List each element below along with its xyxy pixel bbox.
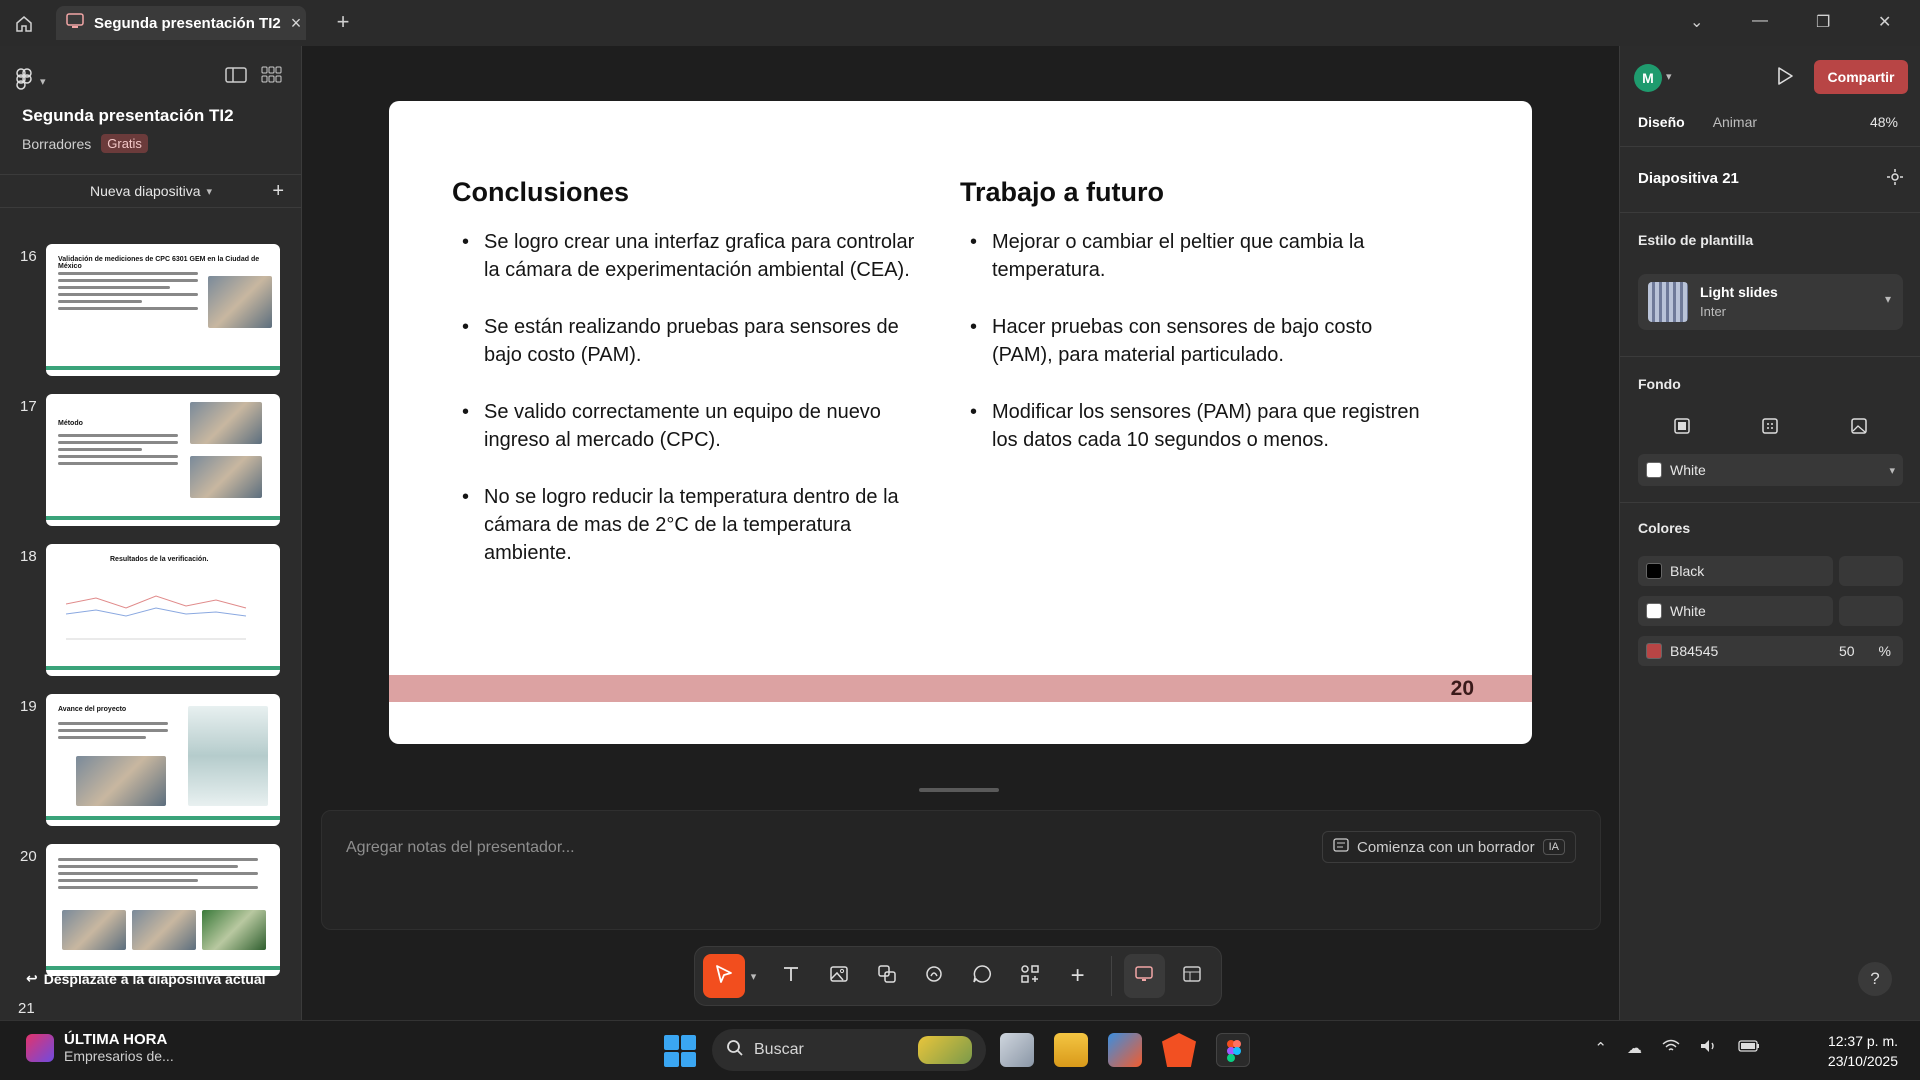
list-item: • Modificar los sensores (PAM) para que registren los datos cada 10 segundos o menos. [960,398,1430,454]
play-icon[interactable] [1776,66,1794,91]
color-row-white[interactable] [1638,596,1833,626]
chevron-down-icon: ▾ [1889,464,1895,477]
draw-tool[interactable] [913,954,955,998]
slide-number: 18 [20,548,37,565]
list-item: • Se valido correctamente un equipo de nuevo ingreso al mercado (CPC). [452,398,922,454]
hand-pointer-icon [924,964,944,989]
conclusions-heading: Conclusiones [452,177,630,207]
slide-settings-icon[interactable] [1886,168,1904,191]
thumbnail-image [46,844,280,976]
pattern-fill-icon[interactable] [1754,412,1786,440]
close-window-icon[interactable]: ✕ [1878,14,1892,31]
zoom-level[interactable]: 48% [1869,114,1898,130]
divider [1620,146,1920,147]
clock-date: 23/10/2025 [1827,1053,1898,1069]
file-explorer-icon[interactable] [1054,1033,1088,1067]
color-options[interactable] [1839,596,1903,626]
battery-icon[interactable] [1738,1039,1760,1057]
thumbnail-title: Método [58,420,83,427]
search-placeholder: Buscar [754,1041,804,1058]
future-work-list [960,228,1430,454]
slides-file-icon [66,13,84,34]
start-button[interactable] [664,1035,696,1067]
new-tab-button[interactable]: + [336,9,350,34]
comment-tool[interactable] [961,954,1003,998]
slides-panel [0,46,302,1020]
opacity-value[interactable]: 50 [1838,643,1855,659]
text-icon [781,964,801,989]
move-tool[interactable] [703,954,745,998]
image-tool[interactable] [818,954,860,998]
thumbnail-image [46,244,280,376]
divider [1620,502,1920,503]
slide-thumbnail[interactable] [18,244,284,378]
slide-number: 17 [20,398,37,415]
plan-badge: Gratis [101,134,148,153]
chevron-down-icon: ▾ [206,185,213,198]
editor-canvas[interactable] [303,46,1618,1020]
add-slide-icon[interactable]: + [272,179,284,202]
chevron-down-icon[interactable]: ▾ [40,76,46,88]
template-heading: Estilo de plantilla [1638,232,1754,248]
color-name: B84545 [1670,643,1719,659]
slide[interactable] [389,101,1532,744]
avatar[interactable]: M [1634,64,1662,92]
slide-thumbnail-current[interactable] [18,844,284,978]
chevron-down-icon[interactable]: ⌄ [1690,14,1704,31]
future-work-column[interactable] [960,177,1430,483]
chevron-down-icon[interactable]: ▾ [1666,71,1672,83]
thumbnail-title: Resultados de la verificación. [110,556,209,563]
slide-thumbnail[interactable] [18,694,284,828]
tab-design[interactable]: Diseño [1638,114,1685,130]
color-name: White [1670,603,1706,619]
thumbnail-image [46,694,280,826]
components-icon [1020,964,1040,989]
onedrive-icon[interactable]: ☁ [1627,1040,1642,1057]
cursor-icon [714,964,734,989]
thumbnail-image [46,544,280,676]
maximize-icon[interactable]: ❐ [1816,14,1831,31]
slide-number: 16 [20,248,37,265]
brave-browser-icon[interactable] [1162,1033,1196,1067]
single-view-icon[interactable] [225,66,247,89]
image-icon [829,964,849,989]
divider [1620,356,1920,357]
slide-thumbnail[interactable] [18,544,284,678]
chevron-down-icon: ▾ [1884,292,1891,306]
presentation-icon [1134,964,1154,989]
thumbnail-title: Avance del proyecto [58,706,127,713]
slide-name: Diapositiva 21 [1638,170,1739,187]
opacity-unit: % [1878,643,1891,659]
document-tab[interactable] [56,6,306,40]
chevron-down-icon[interactable]: ▾ [750,970,757,983]
figma-app-icon[interactable] [1216,1033,1250,1067]
search-icon [726,1039,744,1062]
news-icon [26,1034,54,1062]
taskbar-search[interactable] [712,1029,986,1071]
new-slide-button[interactable] [0,174,302,208]
list-item: • Mejorar o cambiar el peltier que cambia la temperatura. [960,228,1430,284]
thumbnail-title: Validación de mediciones de CPC 6301 GEM en la Ciudad de México [58,256,260,270]
slide-thumbnail[interactable] [18,394,284,528]
new-slide-label: Nueva diapositiva [89,183,201,199]
color-swatch [1646,643,1662,659]
draft-icon [1333,838,1349,856]
image-fill-icon[interactable] [1843,412,1875,440]
plus-icon: + [1070,962,1085,989]
draft-label: Comienza con un borrador [1356,838,1535,856]
assets-tool[interactable] [1009,954,1051,998]
conclusions-list [452,228,922,567]
conclusions-column[interactable] [452,177,922,596]
template-thumbnail [1648,282,1688,322]
shapes-icon [877,964,897,989]
slide-number: 19 [20,698,37,715]
close-tab-icon[interactable]: × [290,12,302,33]
home-icon[interactable] [10,10,38,38]
slide-number: 21 [18,1000,35,1017]
notes-resize-handle[interactable] [919,788,999,792]
comment-icon [972,964,992,989]
arrow-back-icon: ↩ [26,970,38,986]
dev-mode-toggle[interactable] [1171,954,1213,998]
future-work-heading: Trabajo a futuro [960,177,1165,207]
text-tool[interactable] [770,954,812,998]
notes-placeholder[interactable]: Agregar notas del presentador... [346,839,575,856]
solid-fill-icon[interactable] [1666,412,1698,440]
background-value: White [1670,462,1706,478]
scroll-back-label: Desplázate a la diapositiva actual [43,970,266,987]
location-label[interactable]: Borradores [22,135,92,152]
color-row-accent[interactable] [1638,636,1903,666]
chevron-up-icon[interactable]: ⌃ [1594,1040,1607,1057]
slides-mode-toggle[interactable] [1124,954,1166,998]
system-clock[interactable] [1828,1031,1898,1071]
scroll-to-current-button[interactable] [26,970,266,987]
share-button[interactable]: Compartir [1814,60,1908,94]
list-item: • Se logro crear una interfaz grafica para controlar la cámara de experimentación ambiental (CEA). [452,228,922,284]
speaker-notes[interactable] [321,810,1601,930]
draft-button[interactable] [1322,831,1576,863]
template-name: Light slides [1700,284,1778,300]
shape-tool[interactable] [866,954,908,998]
bottom-toolbar [694,946,1222,1006]
document-title[interactable]: Segunda presentación TI2 [22,106,234,125]
background-select[interactable] [1638,454,1903,486]
clock-time: 12:37 p. m. [1827,1033,1898,1049]
help-button[interactable]: ? [1858,962,1892,996]
wifi-icon[interactable] [1662,1039,1680,1057]
color-swatch [1646,563,1662,579]
main-menu[interactable] [14,68,46,95]
volume-icon[interactable] [1700,1039,1718,1057]
thumbnail-image [46,394,280,526]
color-row-black[interactable] [1638,556,1833,586]
color-swatch [1646,603,1662,619]
figma-logo-icon[interactable] [14,68,34,95]
minimize-icon[interactable]: — [1752,12,1768,29]
list-item: • No se logro reducir la temperatura dentro de la cámara de mas de 2°C de la temperatura ambiente. [452,483,922,567]
table-icon [1182,964,1202,989]
list-item: • Hacer pruebas con sensores de bajo costo (PAM), para material particulado. [960,313,1430,369]
properties-panel [1619,46,1920,1020]
background-heading: Fondo [1638,376,1681,392]
template-font: Inter [1700,304,1727,319]
news-subtitle: Empresarios de... [64,1048,174,1064]
color-name: Black [1670,563,1705,579]
grid-view-icon[interactable] [261,66,283,89]
windows-taskbar [0,1020,1920,1080]
news-widget[interactable] [26,1031,174,1064]
ai-tag: IA [1543,839,1565,855]
footer-band [389,675,1532,702]
color-options[interactable] [1839,556,1903,586]
slide-number: 20 [20,848,37,865]
colors-heading: Colores [1638,520,1691,536]
divider [1620,212,1920,213]
tab-animate[interactable]: Animar [1712,114,1758,130]
tab-title: Segunda presentación TI2 [94,14,281,32]
page-number: 20 [1450,677,1474,700]
search-highlight-icon [918,1036,972,1064]
title-bar [0,0,1920,46]
news-title: ÚLTIMA HORA [64,1031,168,1048]
task-view-icon[interactable] [1000,1033,1034,1067]
color-swatch [1646,462,1662,478]
toolbar-divider [1111,956,1112,996]
list-item: • Se están realizando pruebas para sensores de bajo costo (PAM). [452,313,922,369]
store-icon[interactable] [1108,1033,1142,1067]
insert-tool[interactable] [1057,954,1099,998]
template-selector[interactable] [1638,274,1903,330]
